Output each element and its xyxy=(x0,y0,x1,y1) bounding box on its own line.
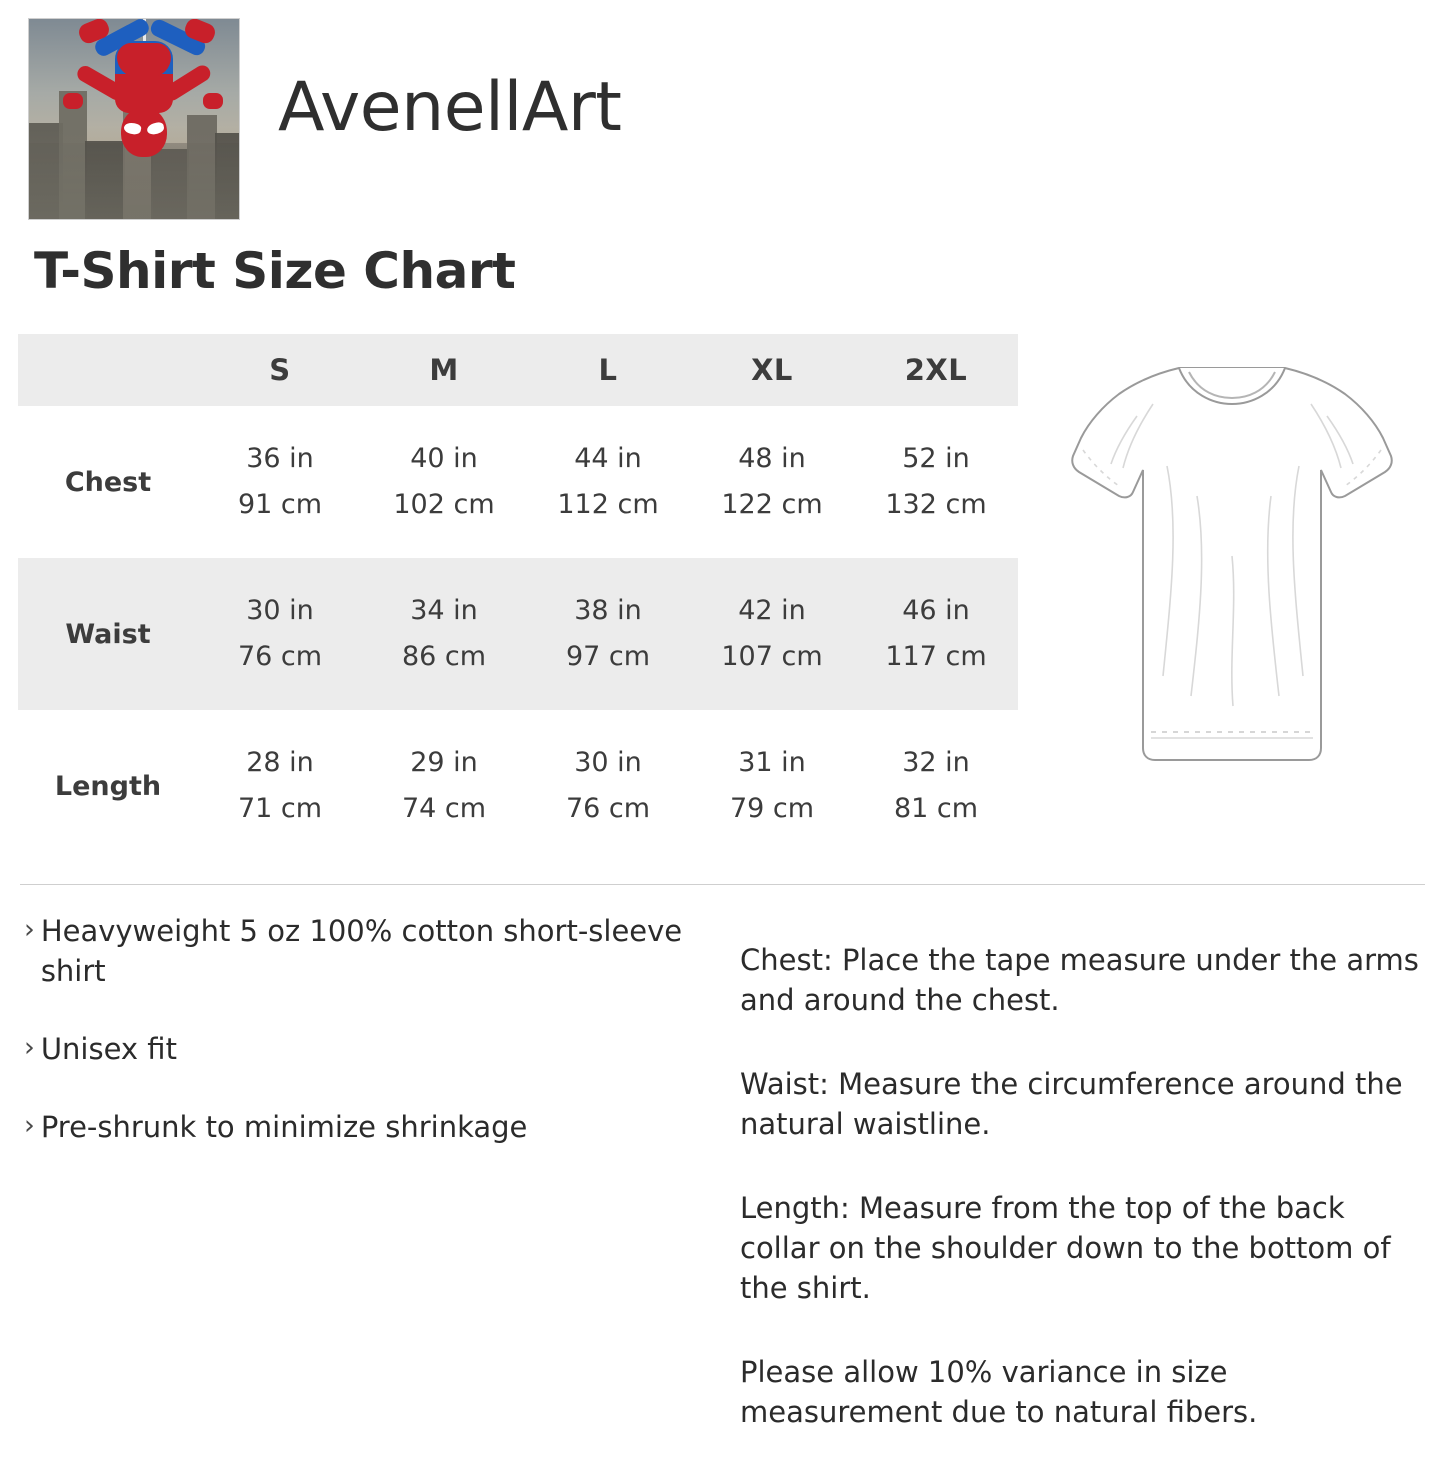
table-header-size-m: M xyxy=(429,353,459,387)
details-section xyxy=(0,885,1445,1476)
value-in: 30 in xyxy=(574,746,642,778)
value-in: 42 in xyxy=(738,594,806,626)
chevron-right-icon: › xyxy=(24,914,35,945)
feature-item xyxy=(24,1107,704,1147)
table-header-size-2xl: 2XL xyxy=(904,353,968,387)
feature-text: Unisex fit xyxy=(40,1032,177,1067)
value-in: 36 in xyxy=(246,442,314,474)
cell-waist-m xyxy=(362,558,526,710)
value-cm: 117 cm xyxy=(885,641,987,672)
row-label-length: Length xyxy=(54,770,162,802)
spiderman-figure-icon xyxy=(57,18,227,205)
instruction-waist: Waist: Measure the circumference around the natural waistline. xyxy=(740,1067,1403,1142)
value-in: 32 in xyxy=(902,746,970,778)
value-cm: 71 cm xyxy=(237,793,323,824)
value-in: 34 in xyxy=(410,594,478,626)
value-in: 48 in xyxy=(738,442,806,474)
instruction-chest: Chest: Place the tape measure under the arms and around the chest. xyxy=(740,943,1419,1018)
tshirt-outline-icon xyxy=(1067,346,1397,786)
spiderman-logo-icon xyxy=(28,18,240,220)
cell-waist-s xyxy=(198,558,362,710)
feature-item xyxy=(24,1029,704,1069)
value-cm: 107 cm xyxy=(721,641,823,672)
value-in: 31 in xyxy=(738,746,806,778)
cell-chest-s xyxy=(198,406,362,558)
value-in: 44 in xyxy=(574,442,642,474)
table-header-size-xl: XL xyxy=(751,353,793,387)
size-chart-table xyxy=(18,334,1018,862)
table-header-row xyxy=(18,334,1018,406)
cell-chest-l xyxy=(526,406,690,558)
value-in: 38 in xyxy=(574,594,642,626)
tshirt-illustration-container xyxy=(1018,334,1445,862)
value-cm: 81 cm xyxy=(893,793,979,824)
value-in: 40 in xyxy=(410,442,478,474)
cell-waist-xl xyxy=(690,558,854,710)
chevron-right-icon: › xyxy=(24,1032,35,1064)
value-cm: 76 cm xyxy=(565,793,651,824)
value-cm: 122 cm xyxy=(721,489,823,520)
value-cm: 132 cm xyxy=(885,489,987,520)
size-chart-section xyxy=(0,334,1445,862)
cell-length-2xl xyxy=(854,710,1018,862)
cell-length-m xyxy=(362,710,526,862)
cell-length-xl xyxy=(690,710,854,862)
cell-waist-2xl xyxy=(854,558,1018,710)
value-in: 29 in xyxy=(410,746,478,778)
value-cm: 102 cm xyxy=(393,489,495,520)
value-in: 52 in xyxy=(902,442,970,474)
feature-text: Heavyweight 5 oz 100% cotton short-sleeve shirt xyxy=(40,914,683,989)
page-header xyxy=(0,0,1445,220)
cell-chest-m xyxy=(362,406,526,558)
instruction-variance: Please allow 10% variance in size measurement due to natural fibers. xyxy=(740,1355,1258,1430)
value-in: 28 in xyxy=(246,746,314,778)
row-label-chest: Chest xyxy=(64,466,152,498)
value-cm: 79 cm xyxy=(729,793,815,824)
row-label-waist: Waist xyxy=(65,618,151,650)
cell-chest-2xl xyxy=(854,406,1018,558)
chevron-right-icon: › xyxy=(24,1110,35,1142)
table-row-chest xyxy=(18,406,1018,558)
cell-chest-xl xyxy=(690,406,854,558)
value-in: 46 in xyxy=(902,594,970,626)
instruction-length: Length: Measure from the top of the back collar on the shoulder down to the bottom of the shirt. xyxy=(740,1191,1391,1306)
page-title: T-Shirt Size Chart xyxy=(34,242,516,300)
value-cm: 112 cm xyxy=(557,489,659,520)
cell-length-s xyxy=(198,710,362,862)
table-row-length xyxy=(18,710,1018,862)
brand-name: AvenellArt xyxy=(278,68,622,147)
table-corner-cell xyxy=(18,334,198,406)
value-cm: 91 cm xyxy=(237,489,323,520)
cell-length-l xyxy=(526,710,690,862)
value-cm: 76 cm xyxy=(237,641,323,672)
value-cm: 97 cm xyxy=(565,641,651,672)
feature-text: Pre-shrunk to minimize shrinkage xyxy=(40,1110,528,1145)
value-cm: 74 cm xyxy=(401,793,487,824)
value-cm: 86 cm xyxy=(401,641,487,672)
table-header-size-s: S xyxy=(269,353,291,387)
features-column xyxy=(24,911,704,1476)
feature-item xyxy=(24,911,704,991)
table-row-waist xyxy=(18,558,1018,710)
cell-waist-l xyxy=(526,558,690,710)
value-in: 30 in xyxy=(246,594,314,626)
instructions-column xyxy=(724,911,1421,1476)
table-header-size-l: L xyxy=(598,353,618,387)
